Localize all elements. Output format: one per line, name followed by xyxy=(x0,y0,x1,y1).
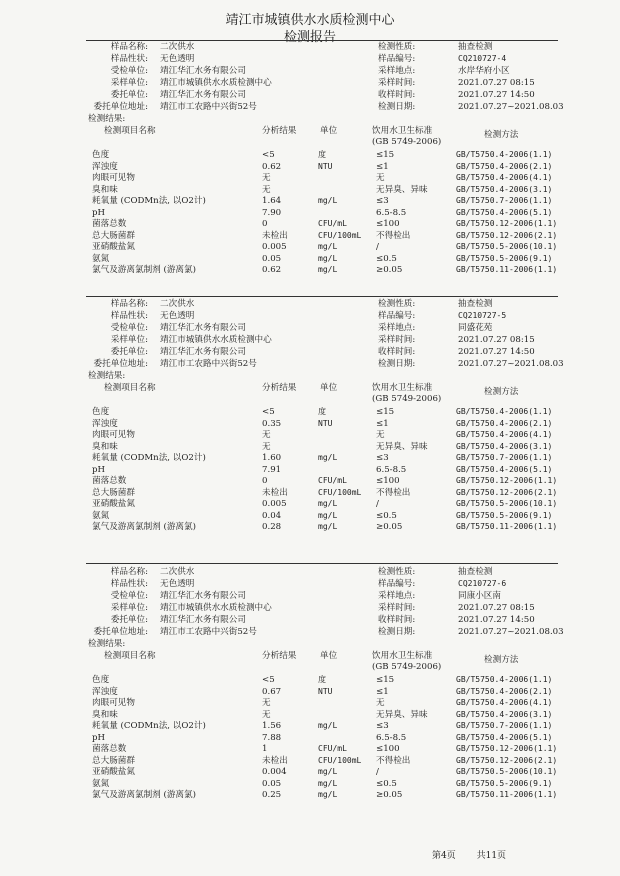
col-header-standard-ref: (GB 5749-2006) xyxy=(372,662,442,672)
item-name: 氨氮 xyxy=(92,510,110,521)
item-unit: 度 xyxy=(318,150,326,159)
item-result: 0.04 xyxy=(262,510,282,521)
col-header-result: 分析结果 xyxy=(262,651,297,661)
item-result: 无 xyxy=(262,173,271,183)
item-result: 0.62 xyxy=(262,161,282,172)
item-result: 无 xyxy=(262,698,271,708)
item-name: pH xyxy=(92,732,105,743)
item-standard: ≥0.05 xyxy=(376,790,403,800)
col-header-unit: 单位 xyxy=(320,126,338,136)
item-result: 未检出 xyxy=(262,487,288,498)
col-header-standard-ref: (GB 5749-2006) xyxy=(372,394,442,404)
value-sample-property: 无色透明 xyxy=(160,579,195,589)
item-result: 0 xyxy=(262,476,268,486)
item-name: 色度 xyxy=(92,675,110,685)
item-standard: 不得检出 xyxy=(376,230,411,241)
col-header-unit: 单位 xyxy=(320,383,338,393)
item-standard: ≤0.5 xyxy=(376,510,397,521)
label-sampling-place: 采样地点: xyxy=(378,66,416,76)
label-detect-result: 检测结果: xyxy=(88,639,126,649)
item-result: 无 xyxy=(262,184,271,195)
item-name: 色度 xyxy=(92,407,110,417)
report-subtitle: 检测报告 xyxy=(283,30,336,45)
item-name: 亚硝酸盐氮 xyxy=(92,767,135,777)
value-sampling-place: 同康小区南 xyxy=(458,591,501,601)
item-result: 0.62 xyxy=(262,265,282,275)
item-unit: 度 xyxy=(318,407,326,416)
item-name: 总大肠菌群 xyxy=(92,230,135,241)
value-sample-name: 二次供水 xyxy=(160,567,195,577)
item-name: 耗氧量 (CODMn法, 以O2计) xyxy=(92,453,206,463)
label-sampling-unit: 采样单位: xyxy=(110,603,148,613)
value-entrust-unit: 靖江华汇水务有限公司 xyxy=(160,347,246,357)
label-detect-property: 检测性质: xyxy=(378,567,416,577)
value-detect-date: 2021.07.27~2021.08.03 xyxy=(458,627,564,637)
value-sampling-place: 同盛花苑 xyxy=(458,323,493,333)
value-sampling-unit: 靖江市城镇供水水质检测中心 xyxy=(160,603,272,613)
label-sampling-unit: 采样单位: xyxy=(110,78,148,88)
item-result: 0.05 xyxy=(262,778,282,789)
rule-top xyxy=(86,40,558,41)
item-method: GB/T5750.4-2006(5.1) xyxy=(456,464,553,474)
page-number: 第4页 xyxy=(432,851,456,861)
label-detect-date: 检测日期: xyxy=(378,359,416,369)
item-unit: CFU/100mL xyxy=(318,755,362,765)
item-name: 臭和味 xyxy=(92,441,118,452)
item-method: GB/T5750.7-2006(1.1) xyxy=(456,196,553,205)
item-result: 7.90 xyxy=(262,207,282,218)
item-result: 无 xyxy=(262,430,271,440)
item-result: 7.91 xyxy=(262,464,282,475)
item-method: GB/T5750.5-2006(9.1) xyxy=(456,253,553,263)
label-detect-result: 检测结果: xyxy=(88,371,126,381)
label-sample-name: 样品名称: xyxy=(110,42,148,52)
item-method: GB/T5750.11-2006(1.1) xyxy=(456,265,558,274)
value-sampling-time: 2021.07.27 08:15 xyxy=(458,78,535,88)
label-sample-name: 样品名称: xyxy=(110,299,148,309)
item-method: GB/T5750.12-2006(2.1) xyxy=(456,230,558,240)
value-receive-time: 2021.07.27 14:50 xyxy=(458,347,535,357)
item-name: 臭和味 xyxy=(92,709,118,720)
item-unit: mg/L xyxy=(318,196,338,205)
item-result: 未检出 xyxy=(262,230,288,241)
item-unit: mg/L xyxy=(318,242,338,251)
value-detect-property: 抽查检测 xyxy=(458,567,493,577)
item-method: GB/T5750.11-2006(1.1) xyxy=(456,790,558,799)
label-detect-result: 检测结果: xyxy=(88,114,126,124)
item-result: <5 xyxy=(262,407,275,417)
label-detect-date: 检测日期: xyxy=(378,627,416,637)
label-entrust-unit: 委托单位: xyxy=(110,347,148,357)
item-method: GB/T5750.12-2006(1.1) xyxy=(456,219,558,228)
item-unit: mg/L xyxy=(318,778,338,788)
item-name: 肉眼可见物 xyxy=(92,698,135,708)
item-unit: NTU xyxy=(318,686,333,696)
item-unit: mg/L xyxy=(318,453,338,462)
item-standard: ≤1 xyxy=(376,418,389,429)
label-sampling-time: 采样时间: xyxy=(378,335,416,345)
item-unit: 度 xyxy=(318,675,326,684)
item-unit: CFU/mL xyxy=(318,476,347,485)
col-header-standard: 饮用水卫生标准 xyxy=(372,651,433,661)
item-result: 未检出 xyxy=(262,755,288,766)
item-result: 0.005 xyxy=(262,499,287,509)
col-header-unit: 单位 xyxy=(320,651,338,661)
item-standard: ≤0.5 xyxy=(376,253,397,264)
label-sample-property: 样品性状: xyxy=(110,579,148,589)
item-method: GB/T5750.4-2006(4.1) xyxy=(456,430,553,439)
item-method: GB/T5750.4-2006(2.1) xyxy=(456,161,553,171)
item-name: 臭和味 xyxy=(92,184,118,195)
value-sampling-time: 2021.07.27 08:15 xyxy=(458,603,535,613)
item-standard: 无 xyxy=(376,173,385,183)
label-entrust-address: 委托单位地址: xyxy=(93,359,148,369)
item-method: GB/T5750.12-2006(1.1) xyxy=(456,476,558,485)
item-standard: ≤100 xyxy=(376,476,400,486)
item-unit: mg/L xyxy=(318,790,338,799)
item-method: GB/T5750.7-2006(1.1) xyxy=(456,453,553,462)
value-inspected-unit: 靖江华汇水务有限公司 xyxy=(160,66,246,76)
item-method: GB/T5750.7-2006(1.1) xyxy=(456,721,553,730)
item-result: 0 xyxy=(262,219,268,229)
item-method: GB/T5750.4-2006(1.1) xyxy=(456,150,553,159)
item-result: 1.60 xyxy=(262,453,282,463)
item-name: 耗氧量 (CODMn法, 以O2计) xyxy=(92,196,206,206)
rule-mid-2 xyxy=(86,563,558,564)
value-sampling-unit: 靖江市城镇供水水质检测中心 xyxy=(160,335,272,345)
item-standard: / xyxy=(376,767,379,777)
item-result: 1.56 xyxy=(262,721,282,731)
item-name: 氯气及游离氯制剂 (游离氯) xyxy=(92,265,196,275)
value-entrust-address: 靖江市工农路中兴街52号 xyxy=(160,359,257,369)
item-method: GB/T5750.12-2006(2.1) xyxy=(456,487,558,497)
label-receive-time: 收样时间: xyxy=(378,347,416,357)
page-footer xyxy=(432,848,524,861)
item-method: GB/T5750.5-2006(10.1) xyxy=(456,242,558,251)
item-standard: 不得检出 xyxy=(376,755,411,766)
value-detect-property: 抽查检测 xyxy=(458,299,493,309)
item-method: GB/T5750.12-2006(1.1) xyxy=(456,744,558,753)
col-header-standard-ref: (GB 5749-2006) xyxy=(372,137,442,147)
value-receive-time: 2021.07.27 14:50 xyxy=(458,90,535,100)
value-detect-property: 抽查检测 xyxy=(458,42,493,52)
value-sample-property: 无色透明 xyxy=(160,54,195,64)
item-result: 7.88 xyxy=(262,732,282,743)
item-standard: 无异臭、异味 xyxy=(376,709,428,720)
item-unit: mg/L xyxy=(318,522,338,531)
label-detect-date: 检测日期: xyxy=(378,102,416,112)
label-sampling-unit: 采样单位: xyxy=(110,335,148,345)
item-name: 总大肠菌群 xyxy=(92,487,135,498)
value-detect-date: 2021.07.27~2021.08.03 xyxy=(458,359,564,369)
label-receive-time: 收样时间: xyxy=(378,615,416,625)
item-result: <5 xyxy=(262,150,275,160)
rule-mid-1 xyxy=(86,296,558,297)
item-result: 0.004 xyxy=(262,767,287,777)
item-name: 色度 xyxy=(92,150,110,160)
item-name: 氨氮 xyxy=(92,253,110,264)
item-result: 1.64 xyxy=(262,196,282,206)
item-standard: ≥0.05 xyxy=(376,265,403,275)
item-name: 肉眼可见物 xyxy=(92,430,135,440)
item-method: GB/T5750.4-2006(5.1) xyxy=(456,732,553,742)
label-sample-property: 样品性状: xyxy=(110,311,148,321)
item-result: 0.005 xyxy=(262,242,287,252)
item-result: 0.35 xyxy=(262,418,282,429)
label-sampling-place: 采样地点: xyxy=(378,591,416,601)
item-unit: mg/L xyxy=(318,499,338,508)
item-result: 0.67 xyxy=(262,686,282,697)
item-result: 无 xyxy=(262,709,271,720)
item-name: 浑浊度 xyxy=(92,418,118,429)
label-sampling-time: 采样时间: xyxy=(378,78,416,88)
item-method: GB/T5750.4-2006(1.1) xyxy=(456,675,553,684)
col-header-result: 分析结果 xyxy=(262,383,297,393)
item-name: pH xyxy=(92,464,105,475)
item-unit: CFU/100mL xyxy=(318,487,362,497)
value-sample-name: 二次供水 xyxy=(160,42,195,52)
item-name: 氯气及游离氯制剂 (游离氯) xyxy=(92,522,196,532)
col-header-item: 检测项目名称 xyxy=(104,383,156,393)
value-entrust-unit: 靖江华汇水务有限公司 xyxy=(160,615,246,625)
value-inspected-unit: 靖江华汇水务有限公司 xyxy=(160,323,246,333)
col-header-item: 检测项目名称 xyxy=(104,126,156,136)
col-header-method: 检测方法 xyxy=(484,387,519,397)
item-standard: ≤15 xyxy=(376,150,395,160)
item-standard: 无 xyxy=(376,698,385,708)
item-unit: mg/L xyxy=(318,721,338,730)
item-standard: ≤15 xyxy=(376,407,395,417)
item-name: 菌落总数 xyxy=(92,219,127,229)
label-entrust-unit: 委托单位: xyxy=(110,615,148,625)
item-standard: ≤1 xyxy=(376,686,389,697)
col-header-result: 分析结果 xyxy=(262,126,297,136)
item-method: GB/T5750.4-2006(4.1) xyxy=(456,173,553,182)
value-inspected-unit: 靖江华汇水务有限公司 xyxy=(160,591,246,601)
item-standard: ≤3 xyxy=(376,721,389,731)
col-header-method: 检测方法 xyxy=(484,130,519,140)
label-sampling-time: 采样时间: xyxy=(378,603,416,613)
value-entrust-unit: 靖江华汇水务有限公司 xyxy=(160,90,246,100)
item-standard: ≤100 xyxy=(376,744,400,754)
item-name: 肉眼可见物 xyxy=(92,173,135,183)
item-result: 无 xyxy=(262,441,271,452)
item-method: GB/T5750.12-2006(2.1) xyxy=(456,755,558,765)
item-method: GB/T5750.5-2006(9.1) xyxy=(456,778,553,788)
item-name: 亚硝酸盐氮 xyxy=(92,499,135,509)
item-method: GB/T5750.5-2006(9.1) xyxy=(456,510,553,520)
col-header-item: 检测项目名称 xyxy=(104,651,156,661)
item-method: GB/T5750.4-2006(2.1) xyxy=(456,418,553,428)
item-standard: / xyxy=(376,499,379,509)
page-total: 共11页 xyxy=(476,851,507,861)
item-standard: ≤1 xyxy=(376,161,389,172)
label-entrust-address: 委托单位地址: xyxy=(93,102,148,112)
item-standard: ≤0.5 xyxy=(376,778,397,789)
item-result: 1 xyxy=(262,744,268,754)
item-standard: 无异臭、异味 xyxy=(376,184,428,195)
item-method: GB/T5750.4-2006(1.1) xyxy=(456,407,553,416)
label-inspected-unit: 受检单位: xyxy=(110,323,148,333)
item-result: 0.28 xyxy=(262,522,282,532)
item-result: 0.05 xyxy=(262,253,282,264)
label-inspected-unit: 受检单位: xyxy=(110,66,148,76)
item-standard: 6.5-8.5 xyxy=(376,207,407,218)
value-receive-time: 2021.07.27 14:50 xyxy=(458,615,535,625)
item-standard: ≤3 xyxy=(376,196,389,206)
item-name: 浑浊度 xyxy=(92,161,118,172)
item-method: GB/T5750.4-2006(2.1) xyxy=(456,686,553,696)
item-name: 氨氮 xyxy=(92,778,110,789)
item-name: pH xyxy=(92,207,105,218)
item-method: GB/T5750.11-2006(1.1) xyxy=(456,522,558,531)
item-standard: 无异臭、异味 xyxy=(376,441,428,452)
report-title: 靖江市城镇供水水质检测中心 xyxy=(225,13,395,28)
item-method: GB/T5750.4-2006(3.1) xyxy=(456,709,553,719)
label-sample-no: 样品编号: xyxy=(378,311,416,321)
item-unit: CFU/mL xyxy=(318,219,347,228)
value-sampling-time: 2021.07.27 08:15 xyxy=(458,335,535,345)
label-sampling-place: 采样地点: xyxy=(378,323,416,333)
item-unit: NTU xyxy=(318,161,333,171)
label-detect-property: 检测性质: xyxy=(378,42,416,52)
item-unit: mg/L xyxy=(318,767,338,776)
label-inspected-unit: 受检单位: xyxy=(110,591,148,601)
item-unit: mg/L xyxy=(318,510,338,520)
item-name: 菌落总数 xyxy=(92,744,127,754)
item-method: GB/T5750.4-2006(3.1) xyxy=(456,184,553,194)
item-unit: CFU/mL xyxy=(318,744,347,753)
item-standard: / xyxy=(376,242,379,252)
col-header-method: 检测方法 xyxy=(484,655,519,665)
item-name: 耗氧量 (CODMn法, 以O2计) xyxy=(92,721,206,731)
item-method: GB/T5750.4-2006(3.1) xyxy=(456,441,553,451)
item-name: 总大肠菌群 xyxy=(92,755,135,766)
value-sample-property: 无色透明 xyxy=(160,311,195,321)
item-name: 菌落总数 xyxy=(92,476,127,486)
item-method: GB/T5750.4-2006(5.1) xyxy=(456,207,553,217)
item-unit: NTU xyxy=(318,418,333,428)
item-method: GB/T5750.4-2006(4.1) xyxy=(456,698,553,707)
value-entrust-address: 靖江市工农路中兴街52号 xyxy=(160,102,257,112)
item-result: 0.25 xyxy=(262,790,282,800)
label-sample-property: 样品性状: xyxy=(110,54,148,64)
value-sampling-unit: 靖江市城镇供水水质检测中心 xyxy=(160,78,272,88)
label-entrust-address: 委托单位地址: xyxy=(93,627,148,637)
item-unit: CFU/100mL xyxy=(318,230,362,240)
value-sample-no: CQ210727-5 xyxy=(458,311,507,320)
label-sample-no: 样品编号: xyxy=(378,54,416,64)
value-sample-no: CQ210727-4 xyxy=(458,54,507,63)
value-sample-name: 二次供水 xyxy=(160,299,195,309)
item-method: GB/T5750.5-2006(10.1) xyxy=(456,499,558,508)
item-name: 氯气及游离氯制剂 (游离氯) xyxy=(92,790,196,800)
label-detect-property: 检测性质: xyxy=(378,299,416,309)
value-entrust-address: 靖江市工农路中兴街52号 xyxy=(160,627,257,637)
item-name: 浑浊度 xyxy=(92,686,118,697)
item-standard: 无 xyxy=(376,430,385,440)
label-receive-time: 收样时间: xyxy=(378,90,416,100)
value-sample-no: CQ210727-6 xyxy=(458,579,507,588)
col-header-standard: 饮用水卫生标准 xyxy=(372,126,433,136)
col-header-standard: 饮用水卫生标准 xyxy=(372,383,433,393)
value-detect-date: 2021.07.27~2021.08.03 xyxy=(458,102,564,112)
label-sample-name: 样品名称: xyxy=(110,567,148,577)
item-standard: ≤100 xyxy=(376,219,400,229)
item-standard: 6.5-8.5 xyxy=(376,464,407,475)
item-standard: 不得检出 xyxy=(376,487,411,498)
item-standard: ≥0.05 xyxy=(376,522,403,532)
item-unit: mg/L xyxy=(318,265,338,274)
label-sample-no: 样品编号: xyxy=(378,579,416,589)
value-sampling-place: 水岸华府小区 xyxy=(458,66,510,76)
label-entrust-unit: 委托单位: xyxy=(110,90,148,100)
item-method: GB/T5750.5-2006(10.1) xyxy=(456,767,558,776)
item-standard: ≤15 xyxy=(376,675,395,685)
item-standard: ≤3 xyxy=(376,453,389,463)
item-standard: 6.5-8.5 xyxy=(376,732,407,743)
item-unit: mg/L xyxy=(318,253,338,263)
item-result: <5 xyxy=(262,675,275,685)
item-name: 亚硝酸盐氮 xyxy=(92,242,135,252)
